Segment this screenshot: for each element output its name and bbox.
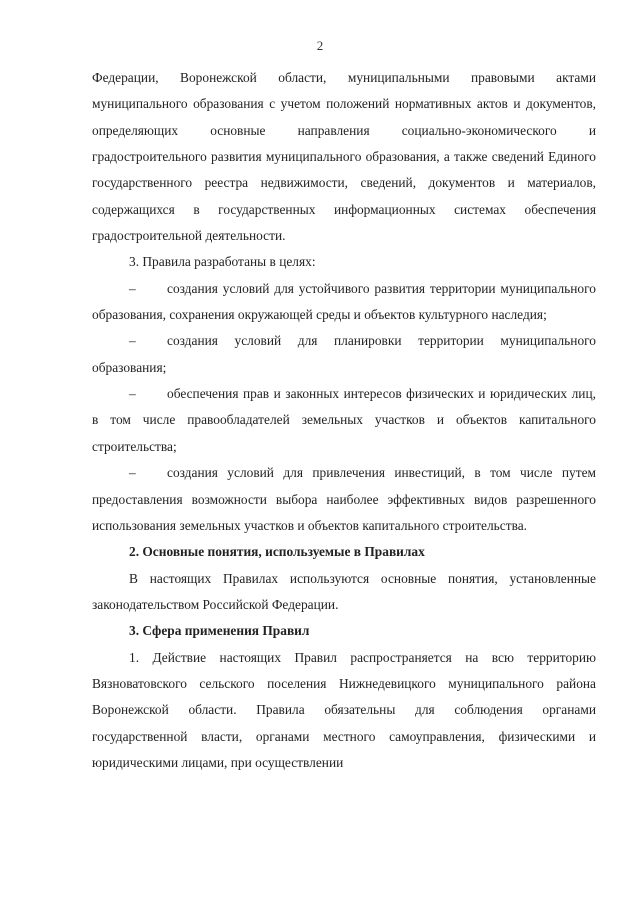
- list-item-text: создания условий для планировки территории муниципального образования;: [92, 333, 596, 375]
- section-heading-scope: 3. Сфера применения Правил: [129, 623, 310, 639]
- dash-marker: –: [129, 280, 136, 296]
- paragraph-concepts: В настоящих Правилах используются основные понятия, установленные законодательством Российской Федерации.: [92, 570, 596, 612]
- dash-marker: –: [129, 465, 136, 481]
- list-item: [92, 381, 596, 460]
- list-item: [92, 460, 596, 539]
- list-item-text: обеспечения прав и законных интересов физических и юридических лиц, в том числе правообладателей земельных участков и объектов капитального строительства;: [92, 386, 596, 454]
- list-item: [92, 328, 596, 381]
- paragraph-continuation: Федерации, Воронежской области, муниципальными правовыми актами муниципального образования с учетом положений нормативных актов и документов, определяющих основные направления социально-экономического и градостроительного развития муниципального образования, а также сведений Единого государственного реестра недвижимости, сведений, документов и материалов, содержащихся в государственных информационных системах обеспечения градостроительной деятельности.: [92, 70, 596, 244]
- paragraph-goals-intro: 3. Правила разработаны в целях:: [129, 254, 316, 270]
- document-body: [92, 65, 596, 776]
- list-item: [92, 276, 596, 329]
- dash-marker: –: [129, 386, 136, 402]
- paragraph-scope: 1. Действие настоящих Правил распространяется на всю территорию Вязноватовского сельского поселения Нижнедевицкого муниципального района Воронежской области. Правила обязательны для соблюдения органами государственной власти, органами местного самоуправления, физическими и юридическими лицами, при осуществлении: [92, 649, 596, 770]
- page-number: 2: [316, 38, 324, 53]
- list-item-text: создания условий для привлечения инвестиций, в том числе путем предоставления возможности выбора наиболее эффективных видов разрешенного использования земельных участков и объектов капитального строительства.: [92, 465, 596, 533]
- section-heading-concepts: 2. Основные понятия, используемые в Правилах: [129, 544, 425, 560]
- dash-marker: –: [129, 333, 136, 349]
- list-item-text: создания условий для устойчивого развития территории муниципального образования, сохранения окружающей среды и объектов культурного наследия;: [92, 280, 596, 323]
